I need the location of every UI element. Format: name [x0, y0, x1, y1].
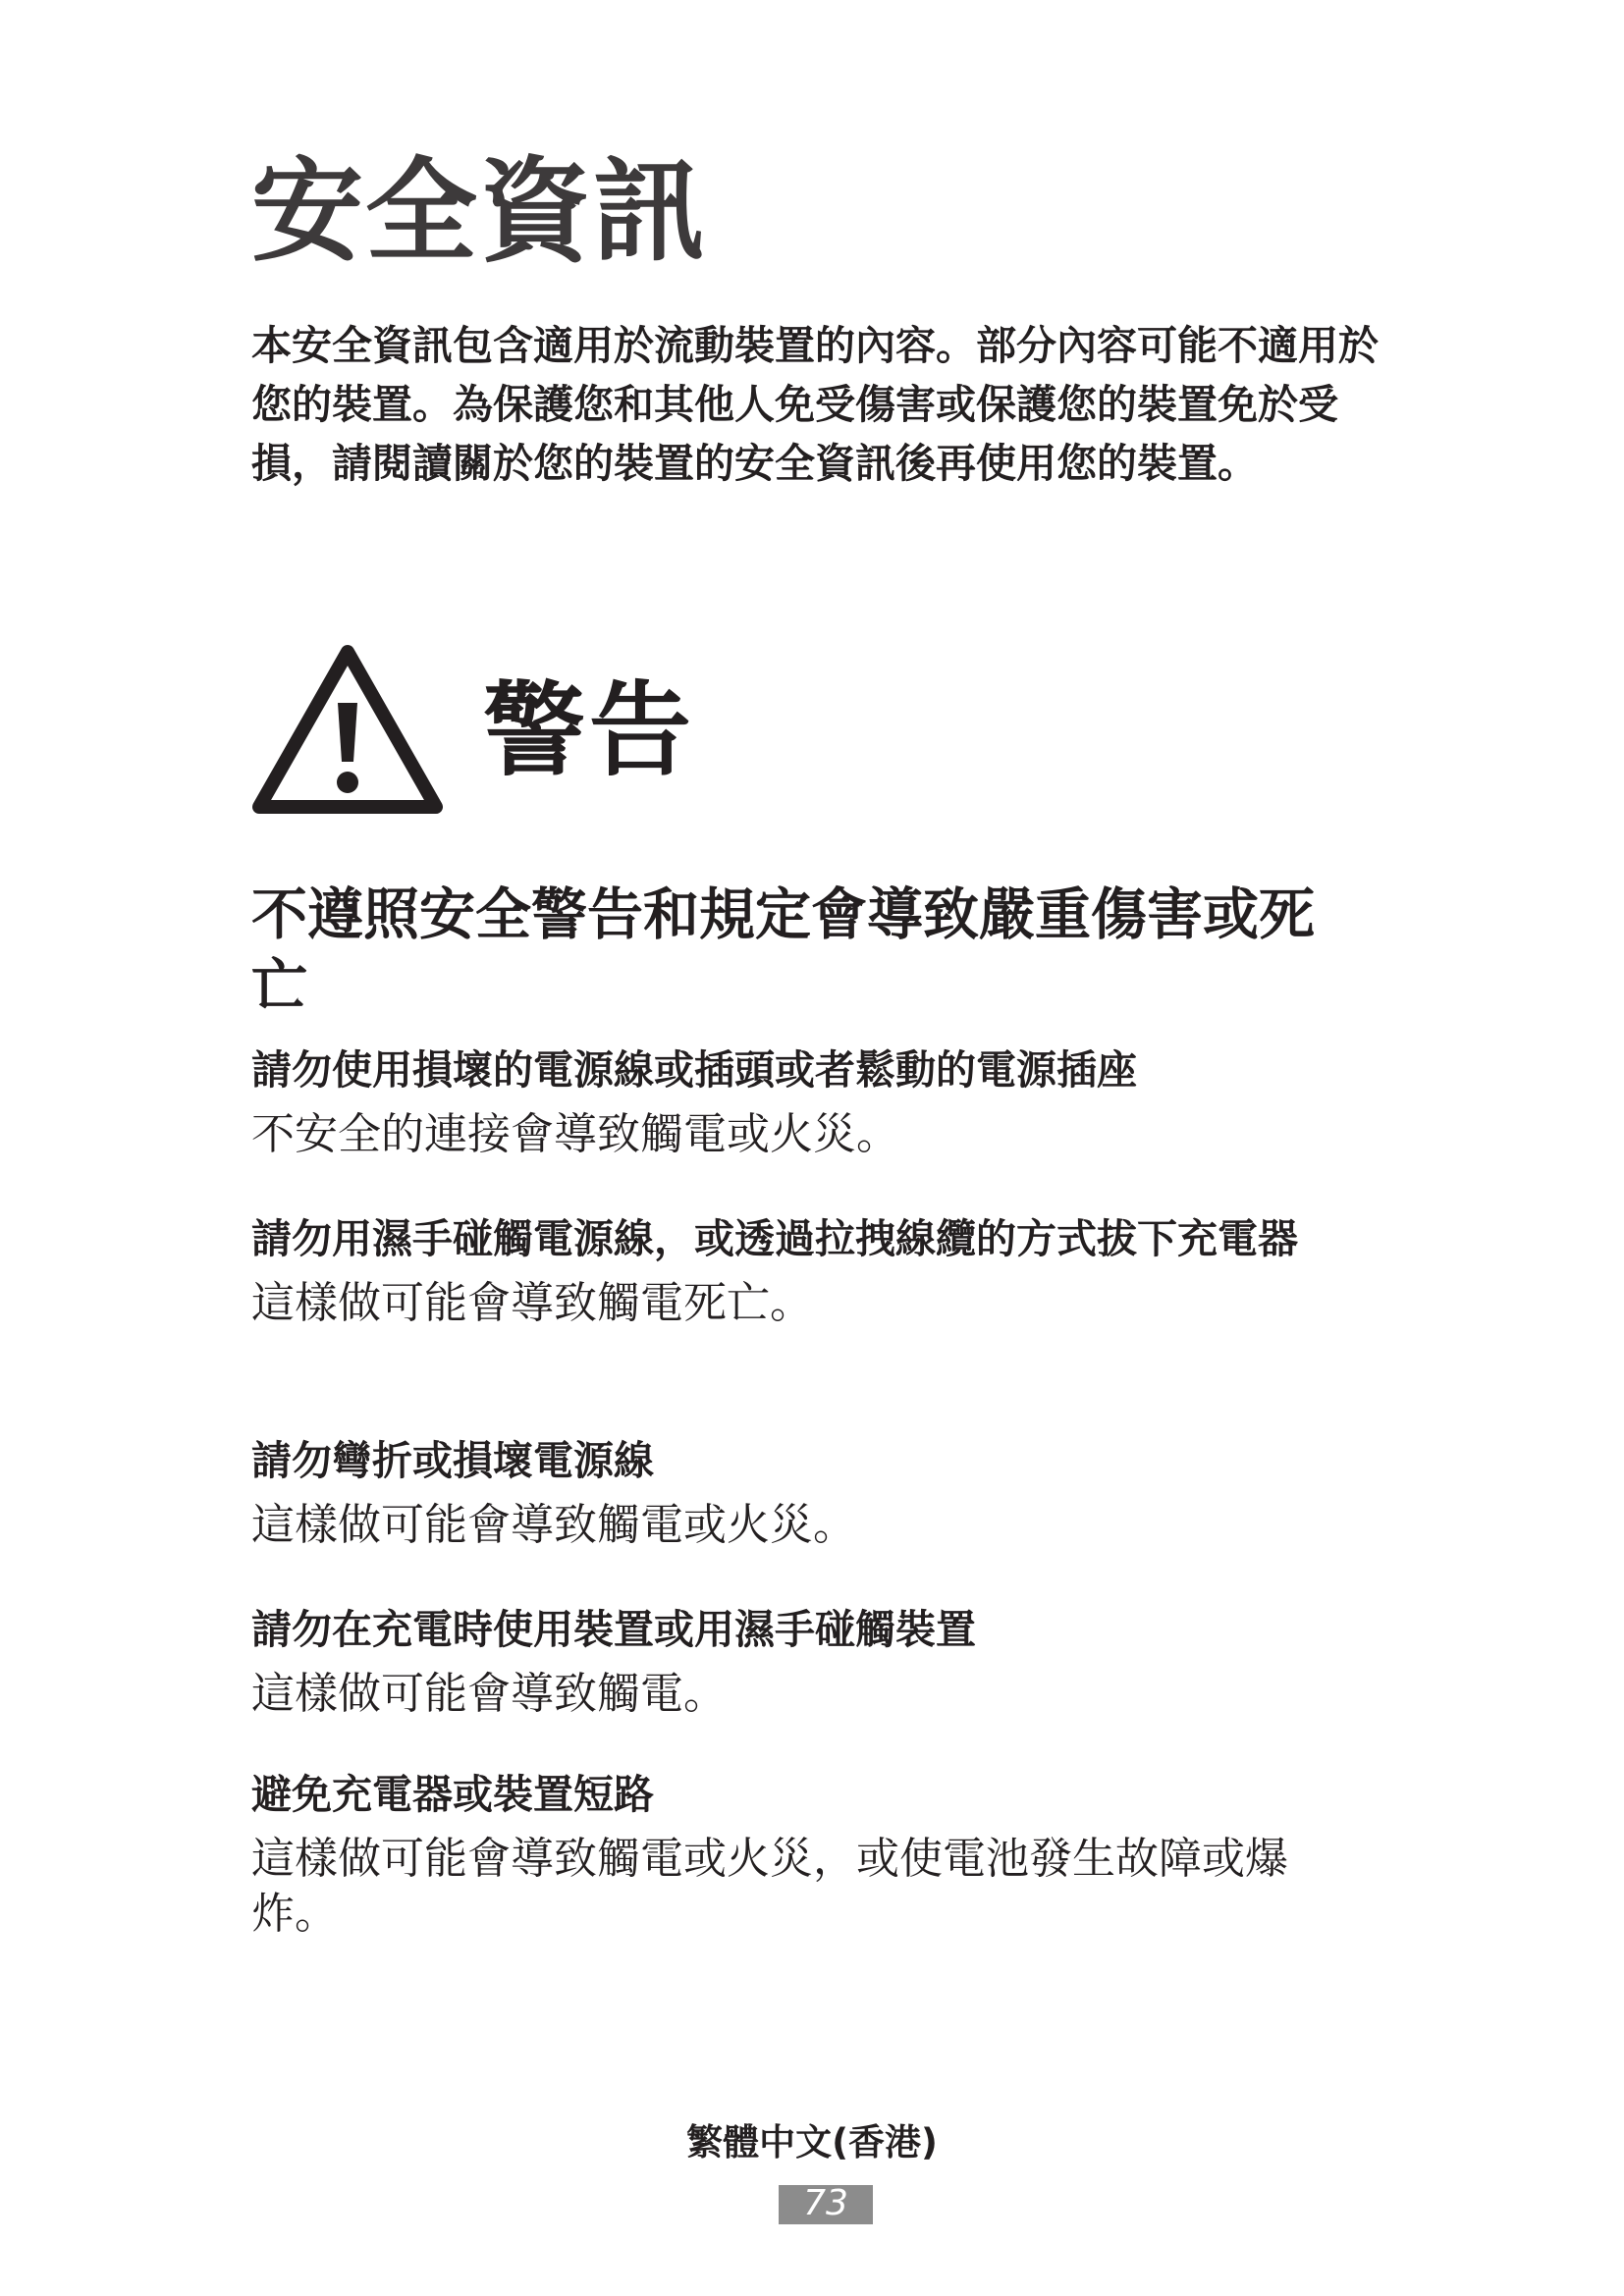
safety-item-title: 請勿用濕手碰觸電源線，或透過拉拽線纜的方式拔下充電器	[251, 1215, 1298, 1262]
safety-item-title: 避免充電器或裝置短路	[251, 1771, 654, 1818]
safety-item-title: 請勿在充電時使用裝置或用濕手碰觸裝置	[251, 1606, 976, 1653]
page-title: 安全資訊	[251, 146, 708, 277]
safety-item	[251, 1209, 1351, 1331]
warning-heading: 警告	[483, 670, 696, 790]
safety-item	[251, 1765, 1351, 1942]
intro-paragraph: 本安全資訊包含適用於流動裝置的內容。部分內容可能不適用於您的裝置。為保護您和其他人免受傷害或保護您的裝置免於受損，請閱讀關於您的裝置的安全資訊後再使用您的裝置。	[251, 322, 1379, 487]
safety-item-title: 請勿彎折或損壞電源線	[251, 1437, 654, 1484]
safety-item-body: 這樣做可能會導致觸電或火災，或使電池發生故障或爆炸。	[251, 1834, 1288, 1939]
footer-language: 繁體中文(香港)	[686, 2121, 938, 2163]
safety-item-body: 這樣做可能會導致觸電死亡。	[251, 1278, 813, 1328]
safety-item	[251, 1041, 1351, 1162]
section-heading: 不遵照安全警告和規定會導致嚴重傷害或死亡	[251, 882, 1315, 1018]
safety-item-body: 這樣做可能會導致觸電或火災。	[251, 1500, 856, 1550]
page-number: 73	[779, 2185, 873, 2224]
safety-item	[251, 1600, 1351, 1722]
safety-item-title: 請勿使用損壞的電源線或插頭或者鬆動的電源插座	[251, 1046, 1137, 1094]
safety-item-body: 不安全的連接會導致觸電或火災。	[251, 1109, 899, 1159]
warning-block	[251, 640, 695, 821]
safety-item	[251, 1431, 1351, 1553]
safety-item-body: 這樣做可能會導致觸電。	[251, 1669, 727, 1719]
warning-triangle-icon	[251, 642, 444, 819]
